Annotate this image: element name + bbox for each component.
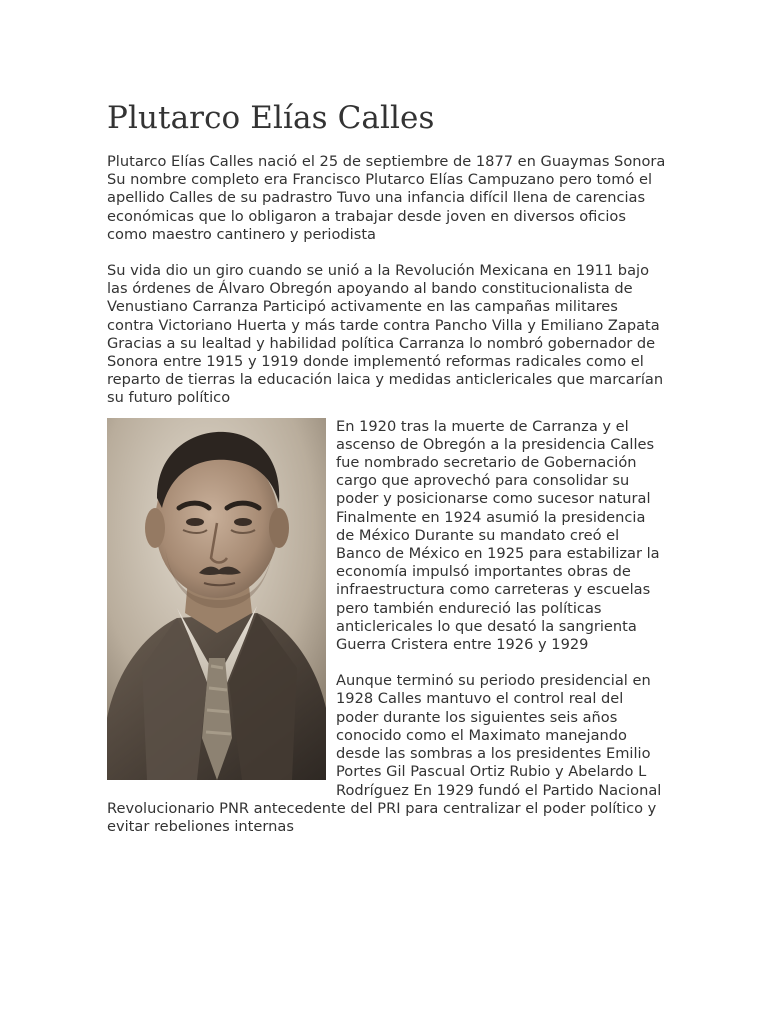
portrait-photo [107,418,326,780]
paragraph-early-life: Plutarco Elías Calles nació el 25 de septiembre de 1877 en Guaymas Sonora Su nombre completo era Francisco Plutarco Elías Campuzano pero tomó el apellido Calles de su padrastro Tuvo una infancia difícil llena de carencias económicas que lo obligaron a trabajar desde joven en diversos oficios como maestro cantinero y periodista [107,153,666,243]
paragraph-presidency: En 1920 tras la muerte de Carranza y el ascenso de Obregón a la presidencia Calles fue nombrado secretario de Gobernación cargo que aprovechó para consolidar su poder y posicionarse como sucesor natural Finalmente en 1924 asumió la presidencia de México Durante su mandato creó el Banco de México en 1925 para estabilizar la economía impulsó importantes obras de infraestructura como carreteras y escuelas pero también endureció las políticas anticlericales lo que desató la sangrienta Guerra Cristera entre 1926 y 1929 [336,417,660,654]
paragraph-revolution: Su vida dio un giro cuando se unió a la Revolución Mexicana en 1911 bajo las órdenes de Álvaro Obregón apoyando al bando constitucionalista de Venustiano Carranza Participó activamente en las campañas militares contra Victoriano Huerta y más tarde contra Pancho Villa y Emiliano Zapata Gracias a su lealtad y habilidad política Carranza lo nombró gobernador de Sonora entre 1915 y 1919 donde implementó reformas radicales como el reparto de tierras la educación laica y medidas anticlericales que marcarían su futuro político [107,262,664,407]
page-title: Plutarco Elías Calles [107,100,435,136]
paragraph-maximato: Aunque terminó su periodo presidencial en 1928 Calles mantuvo el control real del poder durante los siguientes seis años conocido como el Maximato manejando desde las sombras a los presidentes Emilio Portes Gil Pascual Ortiz Rubio y Abelardo L Rodríguez En 1929 fundó el Partido Nacional Revolucionario PNR antecedente del PRI para centralizar el poder político y evitar rebeliones internas [107,672,662,835]
document-page [107,98,667,836]
photo-text-block [107,418,667,836]
